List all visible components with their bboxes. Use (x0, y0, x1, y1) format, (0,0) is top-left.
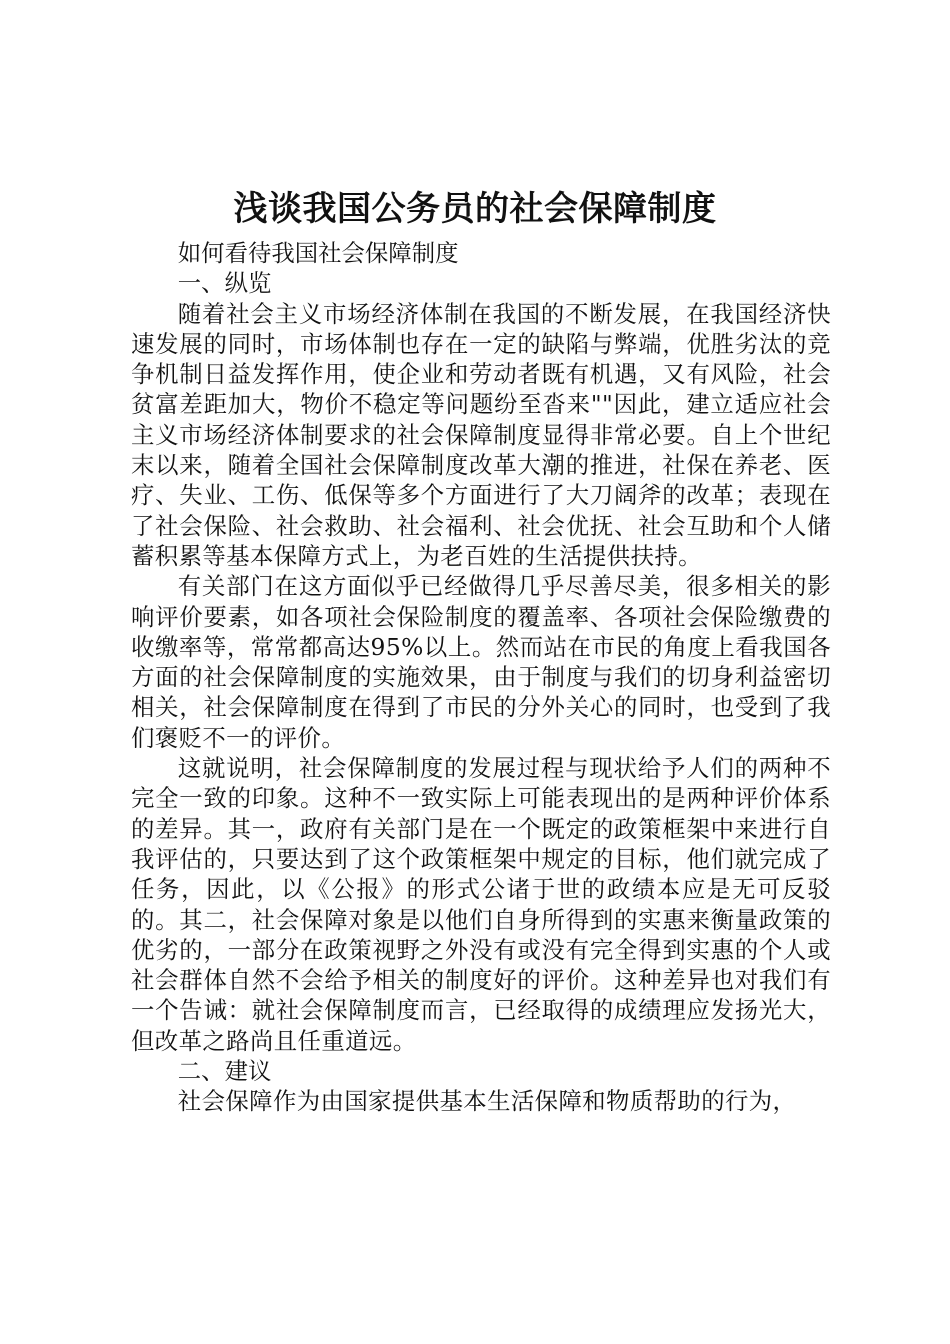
section-heading-intro: 如何看待我国社会保障制度 (177, 239, 459, 267)
document-title: 浅谈我国公务员的社会保障制度 (233, 189, 717, 229)
body-paragraph: 随着社会主义市场经济体制在我国的不断发展，在我国经济快速发展的同时，市场体制也存在一定的缺陷与弊端，优胜劣汰的竞争机制日益发挥作用，使企业和劳动者既有机遇，又有风险，社会贫富差距加大，物价不稳定等问题纷至沓来""因此，建立适应社会主义市场经济体制要求的社会保障制度显得非常必要。自上个世纪末以来，随着全国社会保障制度改革大潮的推进，社保在养老、医疗、失业、工伤、低保等多个方面进行了大刀阔斧的改革；表现在了社会保险、社会救助、社会福利、社会优抚、社会互助和个人储蓄积累等基本保障方式上，为老百姓的生活提供扶持。 (131, 299, 831, 570)
section-heading-overview: 一、纵览 (177, 269, 272, 298)
body-paragraph: 有关部门在这方面似乎已经做得几乎尽善尽美，很多相关的影响评价要素，如各项社会保险制度的覆盖率、各项社会保险缴费的收缴率等，常常都高达95%以上。然而站在市民的角度上看我国各方面的社会保障制度的实施效果，由于制度与我们的切身利益密切相关，社会保障制度在得到了市民的分外关心的同时，也受到了我们褒贬不一的评价。 (131, 572, 831, 752)
document-body (131, 238, 831, 1117)
body-paragraph: 社会保障作为由国家提供基本生活保障和物质帮助的行为， (177, 1087, 797, 1116)
body-paragraph: 这就说明，社会保障制度的发展过程与现状给予人们的两种不完全一致的印象。这种不一致实际上可能表现出的是两种评价体系的差异。其一，政府有关部门是在一个既定的政策框架中来进行自我评估的，只要达到了这个政策框架中规定的目标，他们就完成了任务，因此，以《公报》的形式公诸于世的政绩本应是无可反驳的。其二，社会保障对象是以他们自身所得到的实惠来衡量政策的优劣的，一部分在政策视野之外没有或没有完全得到实惠的个人或社会群体自然不会给予相关的制度好的评价。这种差异也对我们有一个告诫：就社会保障制度而言，已经取得的成绩理应发扬光大，但改革之路尚且任重道远。 (131, 754, 831, 1055)
section-heading-suggestions: 二、建议 (177, 1057, 272, 1086)
